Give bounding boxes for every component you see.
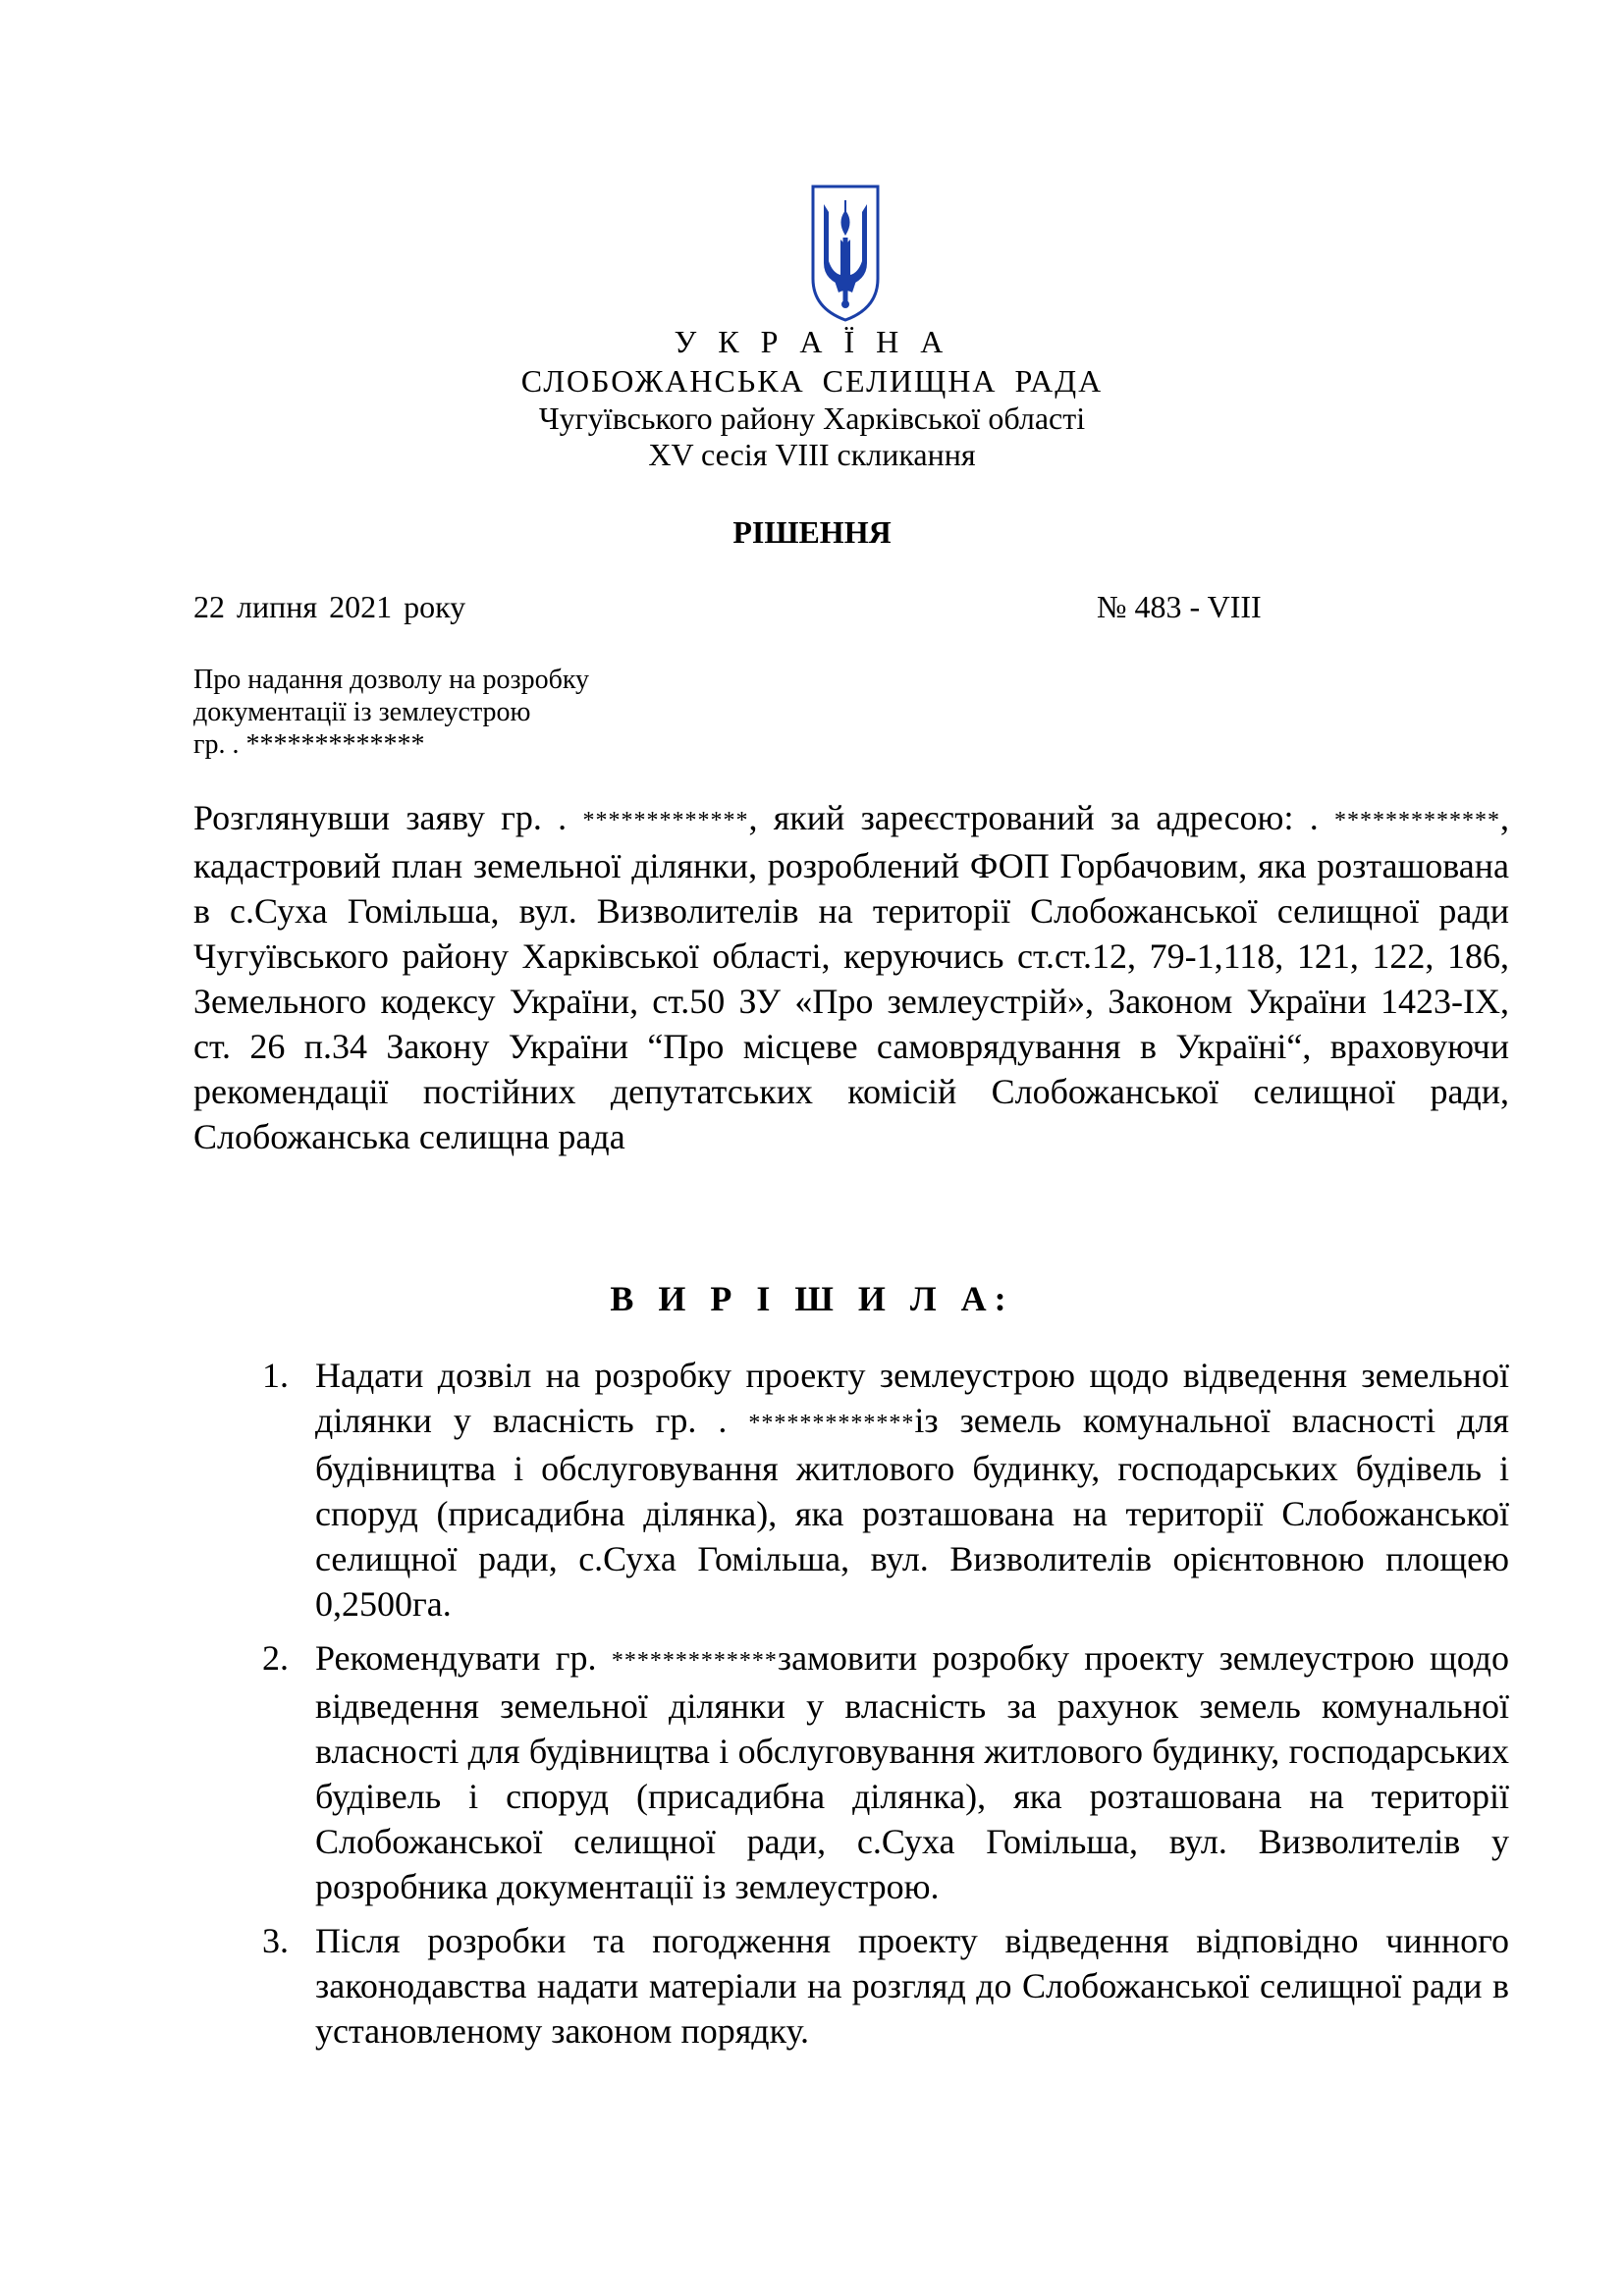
district-name: Чугуївського району Харківської області [538,400,1086,436]
list-item [262,1918,1509,2054]
preamble-text: Розглянувши заяву гр. . [193,798,583,837]
redacted-name: ************* [611,1648,778,1674]
redacted-name: ************* [748,1411,915,1436]
preamble-text: , який зареєстрований за адресою: . [748,798,1334,837]
redacted-address: ************* [1334,808,1500,833]
list-item [262,1353,1509,1635]
session-info: XV сесія VIII скликання [648,437,976,472]
subject-line: документації із землеустрою [193,697,531,727]
redacted-name: ************* [582,808,749,833]
document-title: РІШЕННЯ [732,514,892,550]
trident-coat-of-arms-icon [809,183,882,324]
country-name: У К Р А Ї Н А [674,324,950,359]
item-number: 1. [262,1356,289,1395]
item-number: 3. [262,1921,289,1960]
preamble-text: , кадастровий план земельної ділянки, розроблений ФОП Горбачовим, яка розташована в с.Суха Гомільша, вул. Визволителів на території Слобожанської селищної ради Чугуївського району Харківської області, керуючись ст.ст.12, 79-1,118, 121, 122, 186, Земельного кодексу України, ст.50 ЗУ «Про землеустрій», Законом України 1423-IX, ст. 26 п.34 Закону України “Про місцеве самоврядування в Україні“, враховуючи рекомендації постійних депутатських комісій Слобожанської селищної ради, Слобожанська селищна рада [193,798,1509,1156]
council-name: СЛОБОЖАНСЬКА СЕЛИЩНА РАДА [520,363,1104,399]
item-text: Після розробки та погодження проекту відведення відповідно чинного законодавства надати матеріали на розгляд до Слобожанської селищної ради в установленому законом порядку. [315,1921,1509,2051]
item-text: Надати дозвіл на розробку проекту землеустрою щодо відведення земельної ділянки у власність гр. . [315,1356,1509,1440]
subject-line: Про надання дозволу на розробку [193,665,590,695]
item-text: із земель комунальної власності для будівництва і обслуговування житлового будинку, господарських будівель і споруд (присадибна ділянка), яка розташована на території Слобожанської селищної ради, с.Суха Гомільша, вул. Визволителів орієнтовною площею 0,2500га. [315,1401,1509,1624]
item-text: замовити розробку проекту землеустрою щодо відведення земельної ділянки у власність за рахунок земель комунальної власності для будівництва і обслуговування житлового будинку, господарських будівель і споруд (присадибна ділянка), яка розташована на території Слобожанської селищної ради, с.Суха Гомільша, вул. Визволителів у розробника документації із землеустрою. [315,1638,1509,1906]
list-item [262,1635,1509,1918]
subject-line: гр. . ************* [193,729,425,760]
item-text: Рекомендувати гр. [315,1638,612,1678]
preamble-paragraph [193,795,1509,1159]
item-number: 2. [262,1638,289,1678]
decision-subject [193,664,704,761]
decision-number: № 483 - VIII [1097,589,1262,624]
decision-items [262,1353,1509,2054]
decision-heading: В И Р І Ш И Л А: [610,1279,1014,1318]
decision-date: 22 липня 2021 року [193,589,466,624]
